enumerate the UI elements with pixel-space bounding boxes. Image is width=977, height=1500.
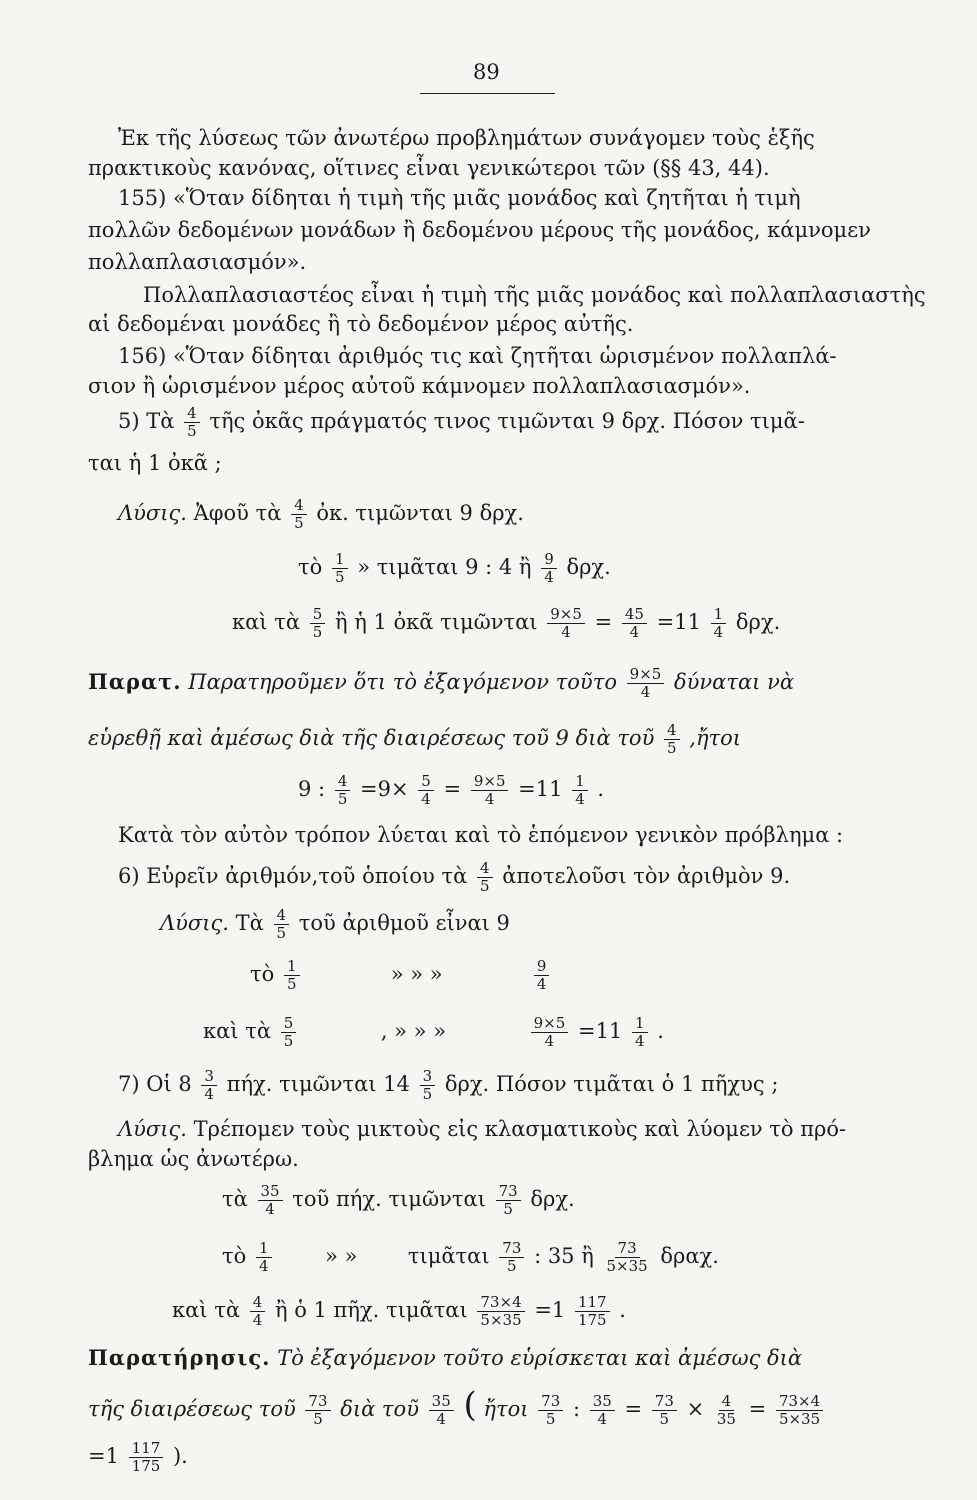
solution-5-l3-eq1: = — [594, 610, 613, 634]
solution-6-l2-quotes: » » » — [390, 962, 443, 986]
rule-156-line-1: 156) «Ὅταν δίδηται ἀριθμός τις καὶ ζητῆται ὡρισμένον πολλαπλά- — [118, 344, 837, 368]
problem-6-fraction: $\frac{4}{5}$ — [477, 860, 493, 895]
remark-7-paren: ( — [463, 1385, 477, 1425]
problem-5-line-2: ται ἡ 1 ὀκᾶ ; — [88, 451, 222, 475]
remark-7-fraction-3: $\frac{73}{5}$ — [538, 1393, 563, 1428]
solution-5-l3b: ἢ ἡ 1 ὀκᾶ τιμῶνται — [334, 610, 538, 634]
solution-6-l3-quotes: , » » » — [380, 1019, 447, 1043]
eq-fraction-2: $\frac{5}{4}$ — [418, 773, 434, 808]
solution-6-l2a: τὸ — [250, 962, 275, 986]
remark-5-a: Παρατηροῦμεν ὅτι τὸ ἐξαγόμενον τοῦτο — [188, 670, 617, 694]
solution-7-line-2: βλημα ὡς ἀνωτέρω. — [88, 1147, 299, 1171]
rule-155-line-5: αἱ δεδομέναι μονάδες ἢ τὸ δεδομένον μέρος αὐτῆς. — [88, 312, 634, 336]
solution-7-row-2 — [222, 1240, 719, 1275]
eq-e: . — [597, 777, 605, 801]
remark-7-a: Τὸ ἐξαγόμενον τοῦτο εὑρίσκεται καὶ ἀμέσως διὰ — [277, 1346, 803, 1370]
solution-7-r2c: : 35 ἢ — [534, 1244, 594, 1268]
solution-6-line-1 — [160, 907, 510, 942]
remark-7-line-2 — [88, 1385, 826, 1428]
rule-155-line-1: 155) «Ὅταν δίδηται ἡ τιμὴ τῆς μιᾶς μονάδος καὶ ζητῆται ἡ τιμὴ — [118, 186, 801, 210]
problem-7-statement — [118, 1068, 778, 1103]
remark-7-b: τῆς διαιρέσεως τοῦ — [88, 1397, 296, 1421]
page-number: 89 — [473, 60, 500, 84]
problem-5-text-b: τῆς ὀκᾶς πράγματός τινος τιμῶνται 9 δρχ. Πόσον τιμᾶ- — [209, 409, 805, 433]
rule-156-line-2: σιον ἢ ὡρισμένον μέρος αὐτοῦ κάμνομεν πολλαπλασιασμόν». — [88, 374, 751, 398]
solution-6-line-3 — [203, 1015, 664, 1050]
solution-7-label: Λύσις. — [118, 1117, 187, 1141]
solution-7-r1-fraction-2: $\frac{73}{5}$ — [496, 1183, 521, 1218]
remark-7-fraction-2: $\frac{35}{4}$ — [429, 1393, 454, 1428]
solution-7-l1: Τρέπομεν τοὺς μικτοὺς εἰς κλασματικοὺς καὶ λύομεν τὸ πρό- — [193, 1117, 847, 1141]
remark-7-c: διὰ τοῦ — [340, 1397, 419, 1421]
eq-fraction-1: $\frac{4}{5}$ — [335, 773, 351, 808]
remark-7-fraction-1: $\frac{73}{5}$ — [305, 1393, 330, 1428]
remark-7-fraction-4: $\frac{35}{4}$ — [590, 1393, 615, 1428]
eq-d: =11 — [518, 777, 563, 801]
remark-5-line2-fraction: $\frac{4}{5}$ — [664, 722, 680, 757]
solution-6-l3-eq: =11 — [577, 1019, 623, 1043]
solution-6-l3a: καὶ τὰ — [203, 1019, 272, 1043]
solution-6-label: Λύσις. — [160, 911, 229, 935]
solution-7-line-1 — [118, 1116, 846, 1142]
remark-5-line2b: ,ἤτοι — [689, 726, 742, 750]
solution-7-r2-fraction-2: $\frac{73}{5}$ — [499, 1240, 524, 1275]
header-rule — [420, 93, 555, 94]
solution-7-r2-quotes: » » — [325, 1244, 358, 1268]
solution-5-l2-fraction-2: $\frac{9}{4}$ — [541, 551, 557, 586]
solution-5-l2b: » τιμᾶται 9 : 4 ἢ — [357, 555, 532, 579]
remark-5-line2a: εὑρεθῇ καὶ ἀμέσως διὰ τῆς διαιρέσεως τοῦ 9 διὰ τοῦ — [88, 726, 655, 750]
solution-5-l3-fraction-4: $\frac{1}{4}$ — [711, 606, 727, 641]
remark-5-line-2 — [88, 722, 741, 757]
solution-6-l3-fraction-2: $\frac{9\times 5}{4}$ — [531, 1015, 569, 1050]
solution-6-l1-fraction: $\frac{4}{5}$ — [274, 907, 290, 942]
solution-5-l3a: καὶ τὰ — [232, 610, 301, 634]
solution-7-r1a: τὰ — [222, 1187, 248, 1211]
solution-7-r3-fraction: $\frac{4}{4}$ — [250, 1294, 266, 1329]
solution-7-r2d: δραχ. — [660, 1244, 719, 1268]
solution-5-l2-fraction: $\frac{1}{5}$ — [332, 551, 348, 586]
solution-5-line-3 — [232, 606, 780, 641]
solution-7-r1c: δρχ. — [530, 1187, 575, 1211]
remark-5-fraction: $\frac{9\times 5}{4}$ — [627, 666, 665, 701]
rule-155-line-3: πολλαπλασιασμόν». — [88, 250, 307, 274]
solution-5-l1-fraction: $\frac{4}{5}$ — [291, 497, 307, 532]
solution-6-l1b: τοῦ ἀριθμοῦ εἶναι 9 — [298, 911, 510, 935]
remark-7-h: = — [748, 1397, 767, 1421]
remark-7-fraction-8: $\frac{117}{175}$ — [129, 1440, 164, 1475]
solution-5-line-1 — [118, 497, 524, 532]
remark-5-label: Παρατ. — [88, 669, 182, 694]
solution-6-line-2 — [250, 958, 552, 993]
problem-5-statement — [118, 405, 805, 440]
problem-5-text-a: 5) Τὰ — [118, 409, 175, 433]
solution-7-row-3 — [172, 1294, 626, 1329]
solution-6-l1a: Τὰ — [235, 911, 264, 935]
solution-7-r3-fraction-2: $\frac{73\times 4}{5\times 35}$ — [477, 1294, 524, 1329]
solution-6-l3-fraction-3: $\frac{1}{4}$ — [632, 1015, 648, 1050]
problem-6-a: 6) Εὑρεῖν ἀριθμόν,τοῦ ὁποίου τὰ — [118, 864, 468, 888]
solution-7-r2-fraction-3: $\frac{73}{5\times 35}$ — [606, 1239, 648, 1275]
general-statement: Κατὰ τὸν αὐτὸν τρόπον λύεται καὶ τὸ ἑπόμενον γενικὸν πρόβλημα : — [118, 823, 844, 847]
problem-7-a: 7) Οἱ 8 — [118, 1072, 192, 1096]
remark-7-fraction-5: $\frac{73}{5}$ — [652, 1393, 677, 1428]
remark-7-line-1 — [88, 1345, 802, 1371]
remark-7-fraction-6: $\frac{4}{35}$ — [716, 1392, 736, 1428]
problem-6-statement — [118, 860, 790, 895]
remark-7-e: : — [572, 1397, 581, 1421]
solution-5-l3-fraction-3: $\frac{45}{4}$ — [622, 606, 647, 641]
remark-7-d: ἤτοι — [483, 1397, 529, 1421]
problem-6-b: ἀποτελοῦσι τὸν ἀριθμὸν 9. — [502, 864, 791, 888]
remark-7-last-b: ). — [172, 1444, 188, 1468]
intro-line-2: πρακτικοὺς κανόνας, οἵτινες εἶναι γενικώτεροι τῶν (§§ 43, 44). — [88, 156, 770, 180]
solution-6-l2-fraction-2: $\frac{9}{4}$ — [534, 958, 550, 993]
intro-line-1: Ἐκ τῆς λύσεως τῶν ἀνωτέρω προβλημάτων συνάγομεν τοὺς ἑξῆς — [118, 126, 815, 150]
remark-5-b: δύναται νὰ — [674, 670, 795, 694]
solution-6-l3-fraction: $\frac{5}{5}$ — [281, 1015, 297, 1050]
eq-b: =9× — [360, 777, 409, 801]
solution-5-l3-eq2: =11 — [656, 610, 701, 634]
solution-7-r3a: καὶ τὰ — [172, 1298, 241, 1322]
remark-7-f: = — [624, 1397, 643, 1421]
remark-5-equation — [298, 773, 604, 808]
solution-6-l3-end: . — [657, 1019, 664, 1043]
solution-5-l1a: Ἀφοῦ τὰ — [193, 501, 282, 525]
remark-5-line-1 — [88, 666, 794, 701]
solution-7-row-1 — [222, 1183, 575, 1218]
solution-5-line-2 — [298, 551, 611, 586]
solution-5-l2a: τὸ — [298, 555, 323, 579]
problem-5-fraction: $\frac{4}{5}$ — [184, 405, 200, 440]
solution-7-r3b: ἢ ὁ 1 πῆχ. τιμᾶται — [274, 1298, 468, 1322]
rule-155-line-4: Πολλαπλασιαστέος εἶναι ἡ τιμὴ τῆς μιᾶς μονάδος καὶ πολλαπλασιαστὴς — [143, 283, 926, 307]
remark-7-label: Παρατήρησις. — [88, 1345, 271, 1370]
solution-7-r3-fraction-3: $\frac{117}{175}$ — [575, 1294, 610, 1329]
problem-7-fraction: $\frac{3}{4}$ — [201, 1068, 217, 1103]
solution-5-l3-fraction: $\frac{5}{5}$ — [310, 606, 326, 641]
solution-7-r2b: τιμᾶται — [407, 1244, 490, 1268]
eq-fraction-4: $\frac{1}{4}$ — [572, 773, 588, 808]
solution-5-l3c: δρχ. — [735, 610, 781, 634]
remark-7-fraction-7: $\frac{73\times 4}{5\times 35}$ — [776, 1393, 823, 1428]
remark-7-g: × — [686, 1397, 705, 1421]
solution-7-r2-fraction: $\frac{1}{4}$ — [256, 1240, 272, 1275]
eq-fraction-3: $\frac{9\times 5}{4}$ — [471, 773, 509, 808]
eq-a: 9 : — [298, 777, 326, 801]
solution-7-r1-fraction: $\frac{35}{4}$ — [258, 1183, 283, 1218]
remark-7-line-3 — [88, 1440, 188, 1475]
solution-7-r2a: τὸ — [222, 1244, 247, 1268]
rule-155-line-2: πολλῶν δεδομένων μονάδων ἢ δεδομένου μέρους τῆς μονάδος, κάμνομεν — [88, 218, 871, 242]
problem-7-b: πήχ. τιμῶνται 14 — [226, 1072, 410, 1096]
solution-7-r3-end: . — [619, 1298, 626, 1322]
solution-5-l2c: δρχ. — [566, 555, 611, 579]
solution-6-l2-fraction: $\frac{1}{5}$ — [284, 958, 300, 993]
solution-5-label: Λύσις. — [118, 501, 187, 525]
eq-c: = — [443, 777, 462, 801]
problem-7-fraction-2: $\frac{3}{5}$ — [420, 1068, 436, 1103]
solution-5-l1b: ὀκ. τιμῶνται 9 δρχ. — [316, 501, 524, 525]
solution-7-r3-eq: =1 — [534, 1298, 566, 1322]
solution-7-r1b: τοῦ πήχ. τιμῶνται — [292, 1187, 486, 1211]
solution-5-l3-fraction-2: $\frac{9\times 5}{4}$ — [547, 606, 585, 641]
problem-7-c: δρχ. Πόσον τιμᾶται ὁ 1 πῆχυς ; — [444, 1072, 779, 1096]
remark-7-last-a: =1 — [88, 1444, 119, 1468]
